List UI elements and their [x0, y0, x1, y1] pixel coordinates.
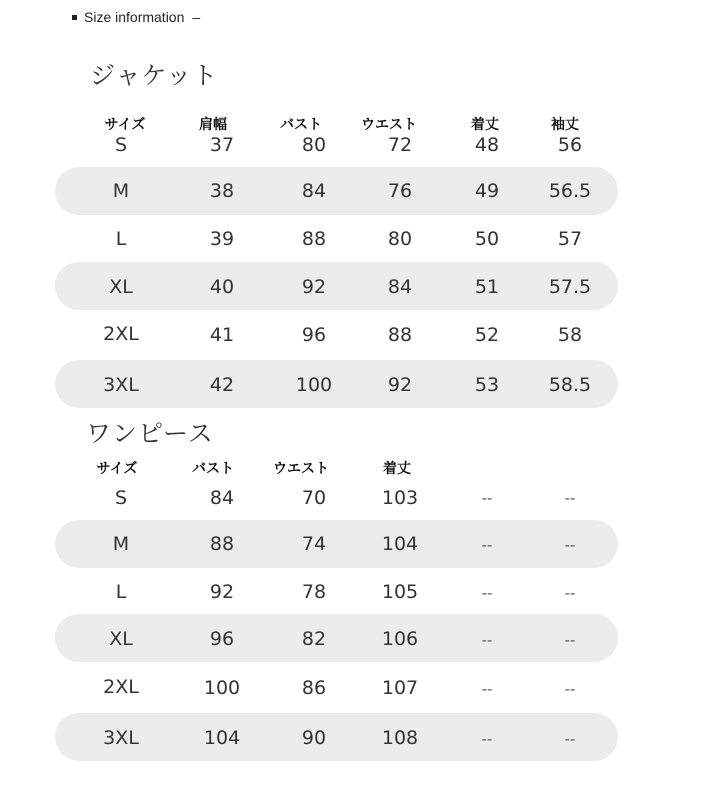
table-cell: --: [564, 489, 576, 507]
table-row: [55, 167, 618, 215]
jacket-title: ジャケット: [90, 61, 219, 90]
table-cell: --: [564, 536, 576, 554]
table-cell: XL: [109, 276, 133, 298]
table-cell: 104: [381, 533, 419, 555]
table-cell: S: [114, 134, 128, 156]
jacket-col-shoulder: 肩幅: [199, 117, 227, 133]
table-cell: 104: [203, 727, 241, 749]
table-cell: 108: [381, 727, 419, 749]
jacket-col-sleeve: 袖丈: [551, 117, 579, 133]
table-cell: 90: [301, 727, 327, 749]
table-cell: --: [564, 631, 576, 649]
table-cell: 88: [301, 228, 327, 250]
table-cell: 107: [381, 677, 419, 699]
table-cell: 52: [474, 324, 500, 346]
table-cell: 53: [474, 374, 500, 396]
table-cell: M: [112, 533, 130, 555]
table-cell: 82: [301, 628, 327, 650]
table-cell: 74: [301, 533, 327, 555]
jacket-col-length: 着丈: [471, 117, 499, 133]
table-cell: 80: [387, 228, 413, 250]
bullet-icon: [72, 15, 77, 20]
jacket-col-bust: バスト: [280, 117, 322, 133]
dress-col-bust: バスト: [192, 461, 234, 477]
jacket-col-size: サイズ: [104, 117, 146, 133]
table-cell: --: [564, 680, 576, 698]
table-cell: 70: [301, 487, 327, 509]
jacket-col-waist: ウエスト: [361, 117, 417, 133]
table-cell: L: [115, 581, 127, 603]
table-cell: 96: [301, 324, 327, 346]
table-row: [55, 614, 618, 662]
table-cell: 40: [209, 276, 235, 298]
table-cell: --: [564, 584, 576, 602]
table-cell: 2XL: [103, 323, 139, 345]
table-cell: --: [481, 631, 493, 649]
table-cell: 72: [387, 134, 413, 156]
table-cell: 92: [387, 374, 413, 396]
table-cell: 92: [301, 276, 327, 298]
table-row: [55, 360, 618, 408]
size-info-header: [72, 9, 200, 25]
table-cell: 3XL: [103, 374, 139, 396]
table-cell: 96: [209, 628, 235, 650]
table-cell: --: [481, 730, 493, 748]
table-cell: 51: [474, 276, 500, 298]
table-cell: 57: [557, 228, 583, 250]
table-cell: 100: [203, 677, 241, 699]
table-cell: 2XL: [103, 676, 139, 698]
table-cell: --: [481, 584, 493, 602]
table-cell: 49: [474, 180, 500, 202]
table-cell: XL: [109, 628, 133, 650]
header-label: Size information: [84, 9, 185, 25]
dress-col-length: 着丈: [383, 461, 411, 477]
table-cell: 84: [387, 276, 413, 298]
table-cell: 78: [301, 581, 327, 603]
table-cell: --: [481, 536, 493, 554]
table-cell: 42: [209, 374, 235, 396]
table-row: [55, 520, 618, 568]
table-cell: 56: [557, 134, 583, 156]
table-cell: L: [115, 228, 127, 250]
table-cell: 50: [474, 228, 500, 250]
table-cell: 58.5: [548, 374, 592, 396]
dress-title: ワンピース: [86, 419, 214, 448]
table-cell: 56.5: [548, 180, 592, 202]
table-cell: 106: [381, 628, 419, 650]
table-cell: 105: [381, 581, 419, 603]
table-cell: 86: [301, 677, 327, 699]
table-row: [55, 262, 618, 310]
dress-col-size: サイズ: [96, 461, 138, 477]
table-cell: 48: [474, 134, 500, 156]
table-cell: 41: [209, 324, 235, 346]
table-cell: 100: [295, 374, 333, 396]
table-cell: 57.5: [548, 276, 592, 298]
table-cell: 37: [209, 134, 235, 156]
table-cell: 88: [387, 324, 413, 346]
table-cell: 76: [387, 180, 413, 202]
table-cell: 58: [557, 324, 583, 346]
table-cell: 80: [301, 134, 327, 156]
table-cell: S: [114, 487, 128, 509]
table-cell: M: [112, 180, 130, 202]
table-cell: --: [564, 730, 576, 748]
table-row: [55, 713, 618, 761]
table-cell: 92: [209, 581, 235, 603]
table-cell: 103: [381, 487, 419, 509]
table-cell: --: [481, 680, 493, 698]
table-cell: 3XL: [103, 727, 139, 749]
table-cell: 88: [209, 533, 235, 555]
header-dash: –: [192, 9, 201, 25]
table-cell: --: [481, 489, 493, 507]
dress-col-waist: ウエスト: [273, 461, 329, 477]
table-cell: 38: [209, 180, 235, 202]
table-cell: 39: [209, 228, 235, 250]
table-cell: 84: [209, 487, 235, 509]
table-cell: 84: [301, 180, 327, 202]
